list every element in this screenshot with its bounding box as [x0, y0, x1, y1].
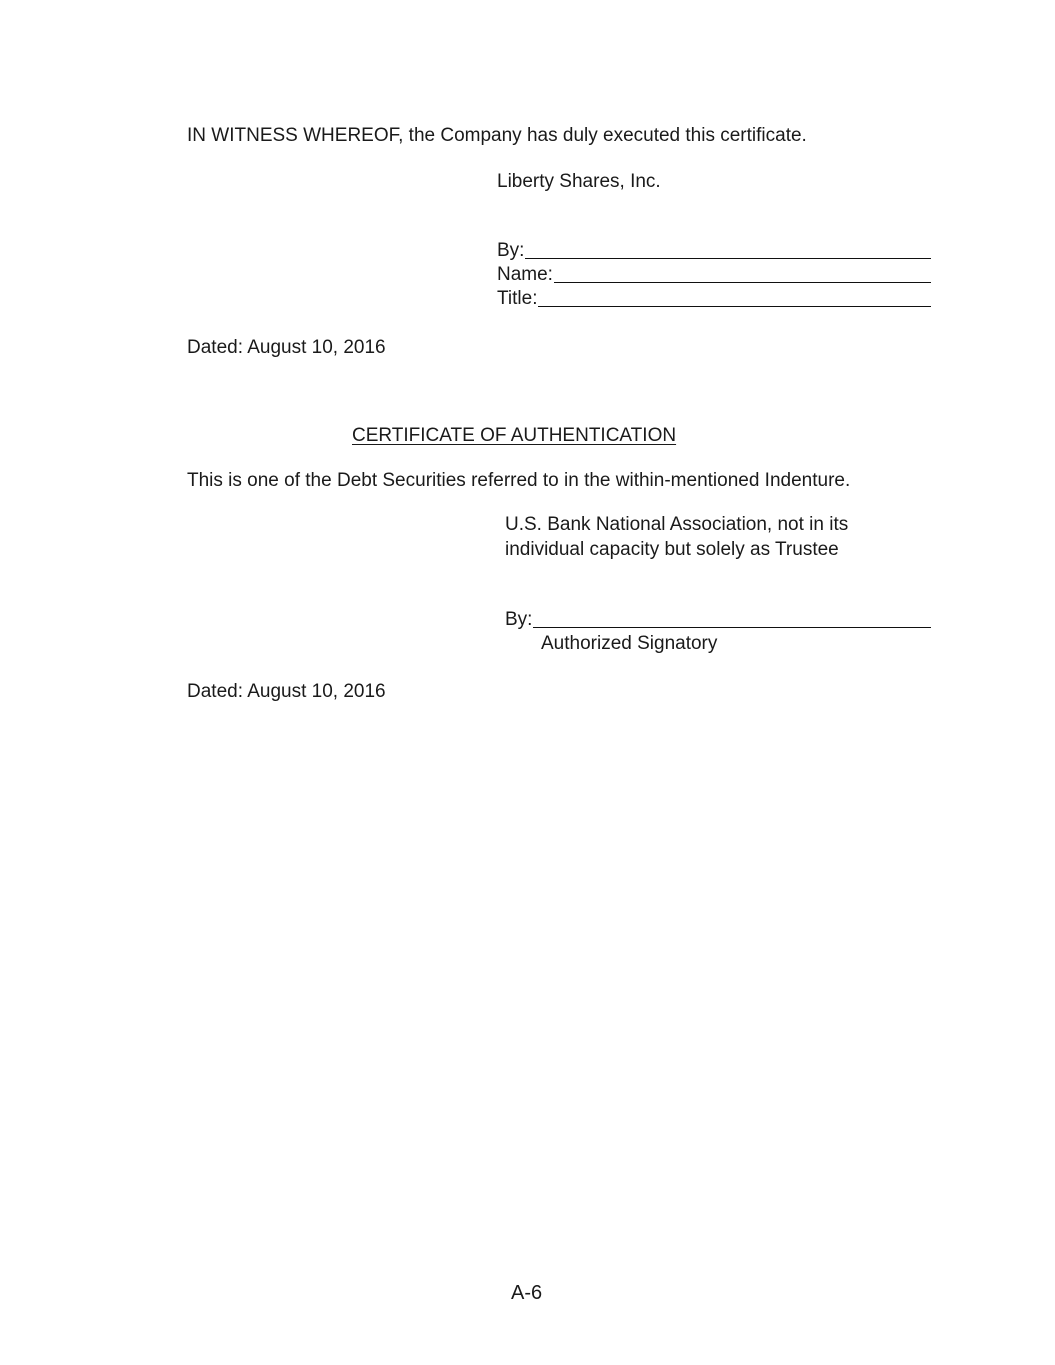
name-signature-line	[554, 281, 931, 283]
authentication-statement: This is one of the Debt Securities referred to in the within-mentioned Indenture.	[187, 470, 851, 491]
trustee-signature-line	[533, 626, 931, 628]
company-name: Liberty Shares, Inc.	[497, 171, 661, 192]
authentication-heading: CERTIFICATE OF AUTHENTICATION	[352, 425, 677, 446]
witness-statement: IN WITNESS WHEREOF, the Company has duly executed this certificate.	[187, 125, 807, 146]
company-title-signature-row	[497, 289, 931, 308]
by-label: By:	[497, 240, 525, 261]
trustee-name-line1: U.S. Bank National Association, not in its	[505, 514, 849, 535]
title-signature-line	[538, 305, 931, 307]
company-by-signature-row	[497, 241, 931, 260]
witness-dated: Dated: August 10, 2016	[187, 337, 386, 358]
company-name-signature-row	[497, 265, 931, 284]
page-number: A-6	[511, 1282, 543, 1304]
authorized-signatory-caption: Authorized Signatory	[541, 633, 718, 654]
trustee-name-line2: individual capacity but solely as Trustee	[505, 539, 839, 560]
by-signature-line	[525, 257, 931, 259]
trustee-by-label: By:	[505, 609, 533, 630]
trustee-by-signature-row	[505, 610, 931, 629]
name-label: Name:	[497, 264, 553, 285]
authentication-dated: Dated: August 10, 2016	[187, 681, 386, 702]
title-label: Title:	[497, 288, 538, 309]
